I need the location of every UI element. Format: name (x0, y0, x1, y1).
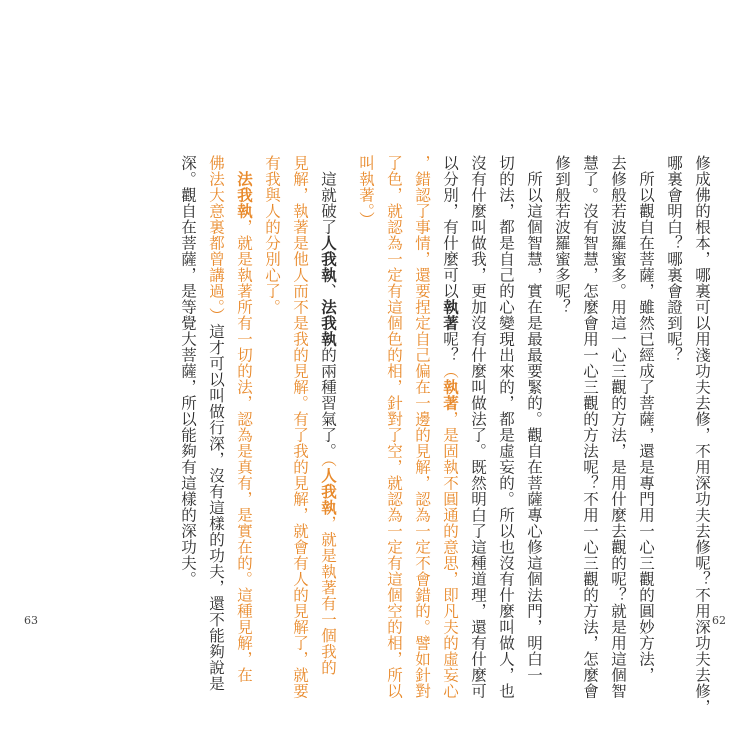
annotation-text: （ (441, 363, 459, 379)
annotation-text: （ (319, 459, 337, 468)
text-column (464, 155, 492, 699)
body-text: 呢？ (441, 331, 459, 363)
text-column (436, 155, 464, 699)
body-text: 去修般若波羅蜜多。用這一心三觀的方法，是用什麼去觀的呢？就是用這個智 (609, 155, 627, 699)
text-column (492, 155, 520, 699)
body-text: 以分別，有什麼可以 (441, 155, 459, 299)
annotation-text (235, 155, 253, 171)
body-text: 修到般若波羅蜜多呢？ (553, 155, 571, 315)
body-text: 法我執 (319, 299, 338, 347)
text-column (548, 155, 576, 595)
text-column (380, 155, 408, 699)
body-text: 、 (319, 283, 337, 299)
text-column (632, 155, 660, 683)
body-text: 所以這個智慧，實在是最最要緊的。觀自在菩薩專心修這個法門，明白一 (525, 155, 543, 683)
text-column (576, 155, 604, 699)
text-column (314, 155, 342, 676)
annotation-text: 了色，就認為一定有這個色的相，針對了空，就認為一定有這個空的相，所以 (385, 155, 403, 699)
page-number-right: 62 (712, 614, 726, 627)
annotation-text: 見解，執著是他人而不是我的見解。有了我的見解，就會有人的見解了，就要 (291, 155, 309, 699)
body-text: 深。觀自在菩薩，是等覺大菩薩，所以能夠有這樣的深功夫。 (179, 155, 197, 587)
page-number-left: 63 (24, 614, 38, 627)
left-page-text (46, 155, 342, 699)
body-text: 所以觀自在菩薩，雖然已經成了菩薩，還是專門用一心三觀的圓妙方法， (637, 155, 655, 683)
text-column (660, 155, 688, 595)
annotation-text: ，就是執著有一個我的 (319, 515, 337, 676)
body-text: 哪裏會明白？哪裏會證到呢？ (665, 155, 683, 363)
text-column (258, 155, 286, 595)
text-column (520, 155, 548, 683)
annotation-text: ，錯認了事情，還要捏定自己偏在一邊的見解，認為一定不會錯的。譬如針對 (413, 155, 431, 699)
body-text: 沒有什麼叫做我，更加沒有什麼叫做法了。既然明白了這種道理，還有什麼可 (469, 155, 487, 699)
body-text: 切的法，都是自己的心變現出來的，都是虛妄的。所以也沒有什麼叫做人，也 (497, 155, 515, 699)
text-column (174, 155, 202, 595)
annotation-text: ，就是執著所有一切的法，認為是真有，是實在的。這種見解，在 (235, 219, 253, 683)
annotation-text: ，是固執不圓通的意思，即凡夫的虛妄心 (441, 411, 459, 699)
text-column (688, 155, 716, 715)
annotation-text: 有我與人的分別心了。 (263, 155, 281, 315)
text-column (604, 155, 632, 699)
body-text: 慧了。沒有智慧，怎麼會用一心三觀的方法呢？不用一心三觀的方法，怎麼會 (581, 155, 599, 699)
body-text: 執著 (441, 299, 460, 331)
text-column (408, 155, 436, 699)
text-column (352, 155, 380, 595)
annotation-text: 人我執 (319, 467, 338, 516)
body-text: 修成佛的根本，哪裏可以用淺功夫去修，不用深功夫去修呢？不用深功夫去修， (693, 155, 711, 715)
body-text: 這就破了 (319, 155, 337, 235)
text-column (230, 155, 258, 683)
text-column (286, 155, 314, 699)
right-page-text (357, 155, 716, 715)
annotation-text: 法我執 (235, 171, 254, 219)
annotation-text: 佛法大意裏都曾講過。） (207, 155, 225, 324)
body-text: 這才可以叫做行深，沒有這樣的功夫，還不能夠說是 (207, 323, 225, 692)
annotation-text: 叫執著。） (357, 155, 375, 228)
body-text: 的兩種習氣了。 (319, 347, 337, 459)
annotation-text: 執著 (441, 379, 460, 411)
body-text: 人我執 (319, 235, 338, 283)
text-column (202, 155, 230, 692)
